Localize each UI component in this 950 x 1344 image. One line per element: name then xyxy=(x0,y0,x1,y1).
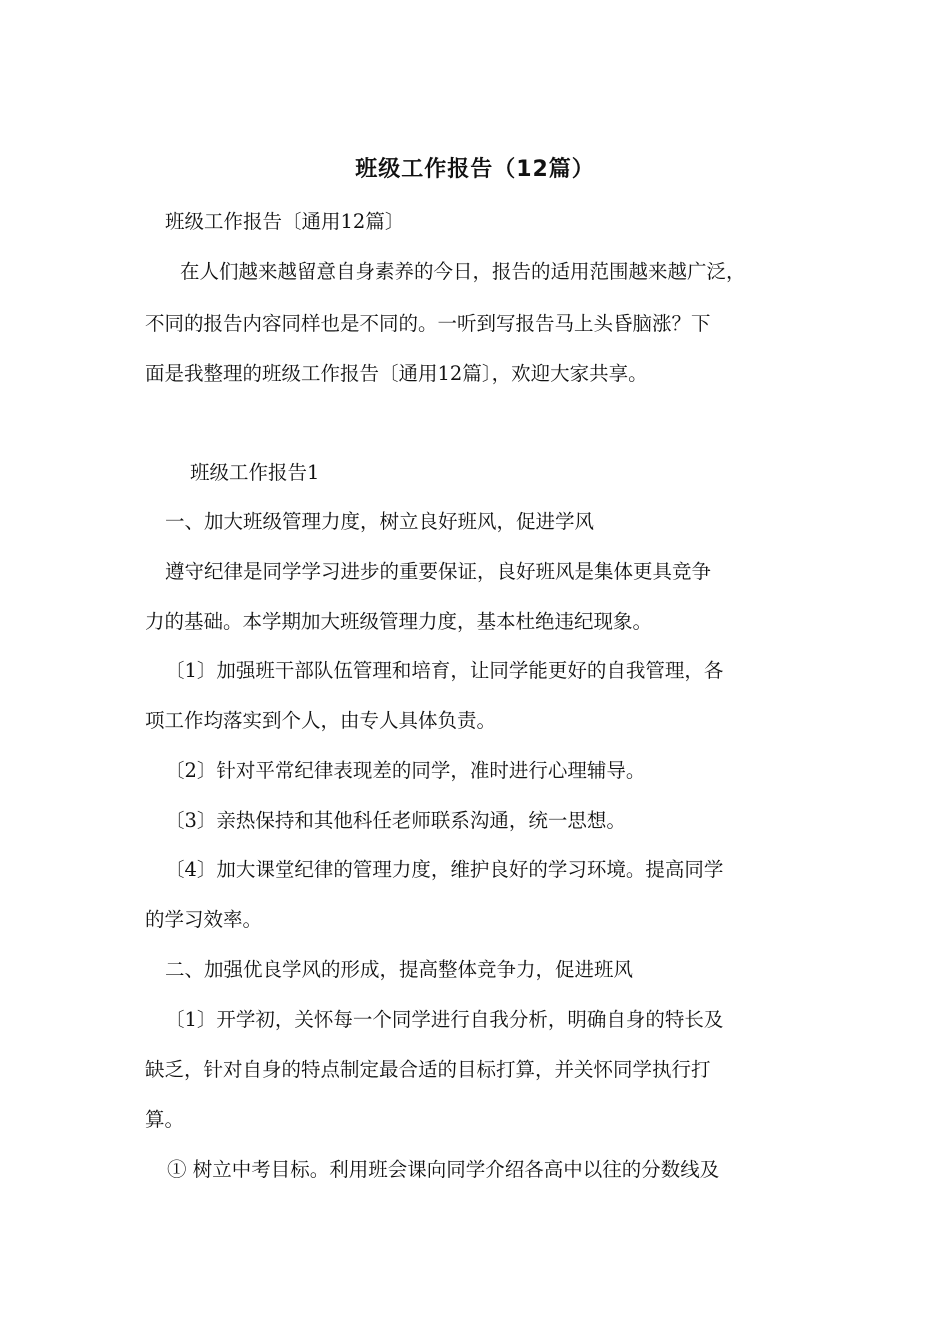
body-line: 〔4〕加大课堂纪律的管理力度，维护良好的学习环境。提高同学 xyxy=(165,858,724,881)
section-heading: 班级工作报告1 xyxy=(190,461,320,484)
body-line: 的学习效率。 xyxy=(145,908,263,931)
intro-line: 不同的报告内容同样也是不同的。一听到写报告马上头昏脑涨？下 xyxy=(145,312,711,335)
body-heading: 一、加大班级管理力度，树立良好班风，促进学风 xyxy=(165,510,595,533)
body-line: 遵守纪律是同学学习进步的重要保证，良好班风是集体更具竞争 xyxy=(165,560,712,583)
body-line: 〔1〕加强班干部队伍管理和培育，让同学能更好的自我管理，各 xyxy=(165,659,724,682)
body-line: 项工作均落实到个人，由专人具体负责。 xyxy=(145,709,497,732)
body-line: 〔1〕开学初，关怀每一个同学进行自我分析，明确自身的特长及 xyxy=(165,1008,724,1031)
body-line: 〔2〕针对平常纪律表现差的同学，准时进行心理辅导。 xyxy=(165,759,646,782)
body-line: 算。 xyxy=(145,1108,185,1131)
intro-line: 在人们越来越留意自身素养的今日，报告的适用范围越来越广泛， xyxy=(180,260,746,283)
body-line: 力的基础。本学期加大班级管理力度，基本杜绝违纪现象。 xyxy=(145,610,653,633)
body-line: ① 树立中考目标。利用班会课向同学介绍各高中以往的分数线及 xyxy=(167,1158,720,1181)
document-title: 班级工作报告（12篇） xyxy=(355,157,595,182)
document-subtitle: 班级工作报告〔通用12篇〕 xyxy=(165,210,405,233)
intro-line: 面是我整理的班级工作报告〔通用12篇〕，欢迎大家共享。 xyxy=(145,362,648,385)
body-line: 〔3〕亲热保持和其他科任老师联系沟通，统一思想。 xyxy=(165,809,626,832)
body-heading: 二、加强优良学风的形成，提高整体竞争力，促进班风 xyxy=(165,958,634,981)
body-line: 缺乏，针对自身的特点制定最合适的目标打算，并关怀同学执行打 xyxy=(145,1058,711,1081)
